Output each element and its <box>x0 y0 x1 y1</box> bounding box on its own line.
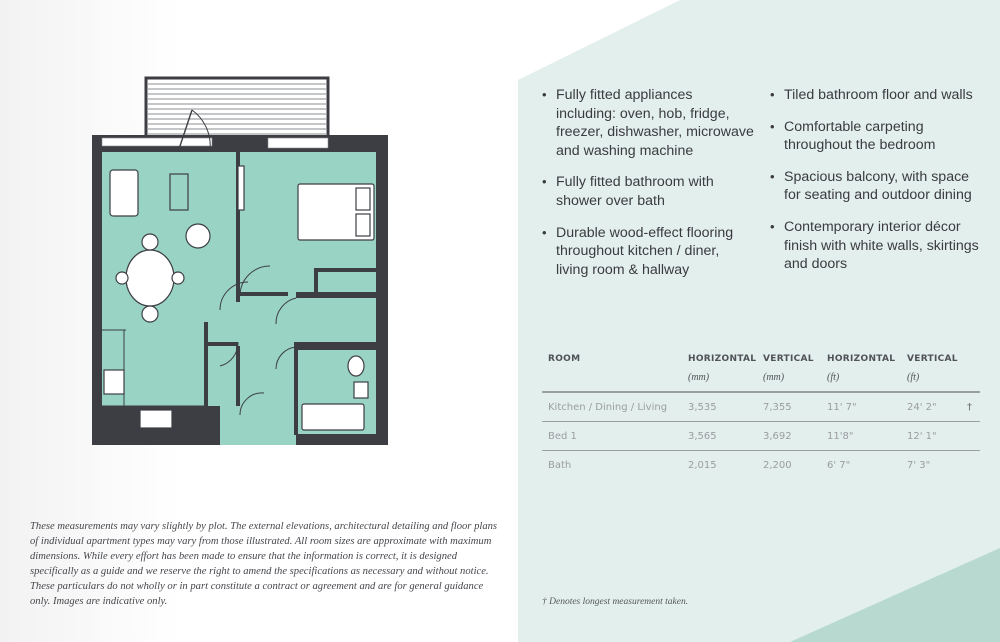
armchair <box>186 224 210 248</box>
table-header-row <box>542 348 980 392</box>
horizontal-mm: 3,535 <box>688 392 763 422</box>
room-name: Bed 1 <box>542 422 688 451</box>
col-header-room: ROOM <box>542 348 688 392</box>
feature-item: • Fully fitted appliances including: oven, hob, fridge, freezer, dishwasher, microwave and washing machine <box>540 86 755 160</box>
vertical-mm: 7,355 <box>763 392 827 422</box>
col-header-horizontal-mm: HORIZONTAL (mm) <box>688 348 763 392</box>
sofa <box>110 170 138 216</box>
feature-item: • Contemporary interior décor finish with white walls, skirtings and doors <box>768 218 988 274</box>
horizontal-mm: 3,565 <box>688 422 763 451</box>
features-section <box>540 86 990 326</box>
bathtub <box>302 404 364 430</box>
feature-item: • Comfortable carpeting throughout the bedroom <box>768 118 988 155</box>
balcony <box>146 78 328 144</box>
room-name: Bath <box>548 460 572 472</box>
table-row <box>542 392 980 422</box>
col-header-vertical-mm: VERTICAL (mm) <box>763 348 827 392</box>
hob <box>104 370 124 394</box>
vertical-mm: 2,200 <box>763 460 792 472</box>
vertical-ft: 24' 2" <box>907 392 967 422</box>
feature-item: • Durable wood-effect flooring throughout kitchen / diner, living room & hallway <box>540 224 755 280</box>
features-left-column <box>540 86 755 292</box>
horizontal-mm: 2,015 <box>688 460 717 472</box>
feature-item: • Tiled bathroom floor and walls <box>768 86 988 105</box>
disclaimer: These measurements may vary slightly by plot. The external elevations, architectural detailing and floor plans of individual apartment types may vary from those illustrated. All room sizes are approximate with maximum dimensions. While every effort has been made to ensure that the information is correct, it is designed specifically as a guide and we reserve the right to amend the specifications as necessary and without notice. These particulars do not wholly or in part constitute a contract or agreement and are for general guidance only. Images are indicative only. <box>30 521 498 608</box>
vertical-ft: 12' 1" <box>907 422 967 451</box>
vertical-mm: 3,692 <box>763 422 827 451</box>
features-right-column <box>768 86 988 287</box>
horizontal-ft: 11' 7" <box>827 392 907 422</box>
dining-table <box>126 250 174 306</box>
col-header-vertical-ft: VERTICAL (ft) <box>907 348 967 392</box>
kitchen-sink <box>140 410 172 428</box>
vertical-ft: 7' 3" <box>907 460 931 472</box>
measurements-table <box>542 348 980 480</box>
feature-item: • Spacious balcony, with space for seating and outdoor dining <box>768 168 988 205</box>
table-row <box>542 451 980 480</box>
col-header-horizontal-ft: HORIZONTAL (ft) <box>827 348 907 392</box>
room-name: Kitchen / Dining / Living <box>542 392 688 422</box>
floor-plan <box>80 70 400 450</box>
footnote: † Denotes longest measurement taken. <box>542 597 689 607</box>
horizontal-ft: 11'8" <box>827 422 907 451</box>
feature-item: • Fully fitted bathroom with shower over bath <box>540 173 755 210</box>
table-row <box>542 422 980 451</box>
toilet <box>348 356 364 376</box>
longest-measurement-mark: † <box>967 392 980 422</box>
horizontal-ft: 6' 7" <box>827 460 851 472</box>
room-measurements <box>542 348 980 480</box>
